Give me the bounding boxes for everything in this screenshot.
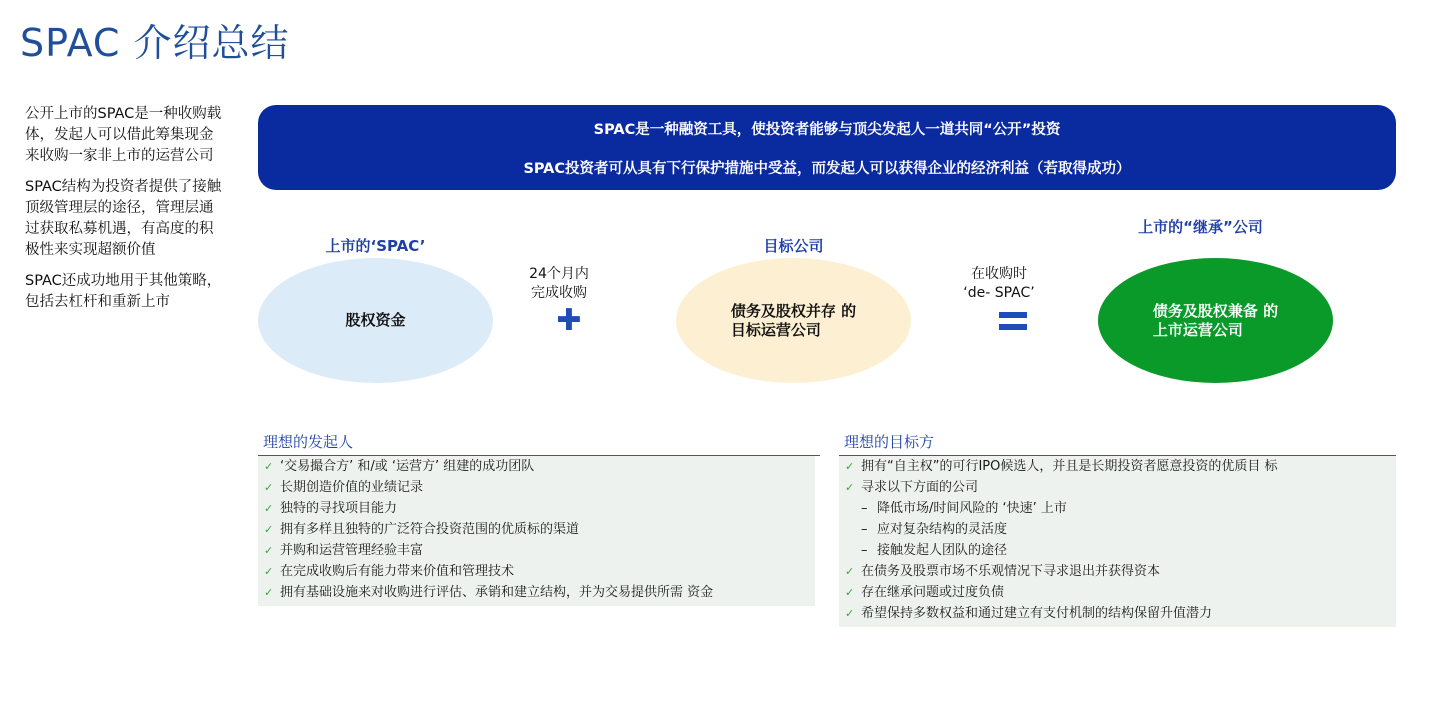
op1-text-line-1: 24个月内 [529, 266, 589, 282]
list-item: ✓ 独特的寻找项目能力 [258, 498, 815, 519]
target-body-line-2: 目标运营公司 [730, 320, 821, 339]
list-item: ✓ 并购和运营管理经验丰富 [258, 540, 815, 561]
op2-text-line-2: ‘de- SPAC’ [963, 285, 1035, 301]
successor-label: 上市的“继承”公司 [1138, 218, 1263, 236]
target-section-title: 理想的目标方 [839, 431, 1396, 456]
summary-banner [258, 105, 1396, 190]
intro-paragraph-3: SPAC还成功地用于其他策略，包括去杠杆和重新上市 [25, 273, 222, 310]
spac-ellipse [258, 258, 493, 383]
check-icon: ✓ [845, 460, 855, 473]
check-icon: ✓ [264, 565, 274, 578]
list-item: ✓ 希望保持多数权益和通过建立有支付机制的结构保留升值潜力 [839, 603, 1396, 624]
check-icon: ✓ [845, 607, 855, 620]
list-item: ✓ 拥有“自主权”的可行IPO候选人，并且是长期投资者愿意投资的优质目 标 [839, 456, 1396, 477]
target-ellipse [676, 258, 911, 383]
sub-list-item: – 降低市场/时间风险的 ‘快速’ 上市 [839, 498, 1396, 519]
sub-list-item: – 接触发起人团队的途径 [839, 540, 1396, 561]
check-icon: ✓ [264, 460, 274, 473]
op2-text [940, 265, 1058, 303]
list-item: ✓ 拥有多样且独特的广泛符合投资范围的优质标的渠道 [258, 519, 815, 540]
op1-text-line-2: 完成收购 [531, 285, 587, 301]
check-icon: ✓ [264, 544, 274, 557]
intro-paragraph-2: SPAC结构为投资者提供了接触顶级管理层的途径，管理层通过获取私募机遇，有高度的积极性来实现超额价值 [25, 179, 222, 258]
check-icon: ✓ [845, 565, 855, 578]
sponsor-section-title: 理想的发起人 [258, 431, 820, 456]
successor-body-line-1: 债务及股权兼备 的 [1152, 301, 1279, 320]
list-item: ✓ 寻求以下方面的公司 [839, 477, 1396, 498]
target-body-line-1: 债务及股权并存 的 [730, 301, 857, 320]
list-item: ✓ 长期创造价值的业绩记录 [258, 477, 815, 498]
list-item: ✓ 拥有基础设施来对收购进行评估、承销和建立结构，并为交易提供所需 资金 [258, 582, 815, 603]
banner-line-2: SPAC投资者可从具有下行保护措施中受益，而发起人可以获得企业的经济利益（若取得成功） [523, 160, 1131, 177]
target-list [839, 456, 1396, 627]
equals-icon [999, 312, 1027, 330]
dash-icon: – [861, 543, 868, 558]
check-icon: ✓ [264, 502, 274, 515]
sub-list-item: – 应对复杂结构的灵活度 [839, 519, 1396, 540]
dash-icon: – [861, 501, 868, 516]
check-icon: ✓ [264, 481, 274, 494]
list-item: ✓ ‘交易撮合方’ 和/或 ‘运营方’ 组建的成功团队 [258, 456, 815, 477]
list-item: ✓ 存在继承问题或过度负债 [839, 582, 1396, 603]
intro-text [25, 104, 225, 323]
list-item: ✓ 在完成收购后有能力带来价值和管理技术 [258, 561, 815, 582]
banner-line-1: SPAC是一种融资工具，使投资者能够与顶尖发起人一道共同“公开”投资 [593, 121, 1061, 138]
check-icon: ✓ [264, 523, 274, 536]
successor-ellipse [1098, 258, 1333, 383]
target-label: 目标公司 [763, 237, 824, 255]
spac-label: 上市的‘SPAC’ [325, 237, 426, 255]
sponsor-list [258, 456, 815, 606]
op2-text-line-1: 在收购时 [971, 266, 1027, 282]
op1-text [500, 265, 618, 303]
dash-icon: – [861, 522, 868, 537]
check-icon: ✓ [845, 481, 855, 494]
page-title: SPAC 介绍总结 [20, 21, 290, 65]
check-icon: ✓ [264, 586, 274, 599]
successor-body-line-2: 上市运营公司 [1152, 320, 1243, 339]
plus-icon: ✚ [556, 303, 582, 338]
check-icon: ✓ [845, 586, 855, 599]
list-item: ✓ 在债务及股票市场不乐观情况下寻求退出并获得资本 [839, 561, 1396, 582]
intro-paragraph-1: 公开上市的SPAC是一种收购载体，发起人可以借此筹集现金来收购一家非上市的运营公司 [25, 106, 222, 164]
spac-body: 股权资金 [345, 311, 406, 329]
